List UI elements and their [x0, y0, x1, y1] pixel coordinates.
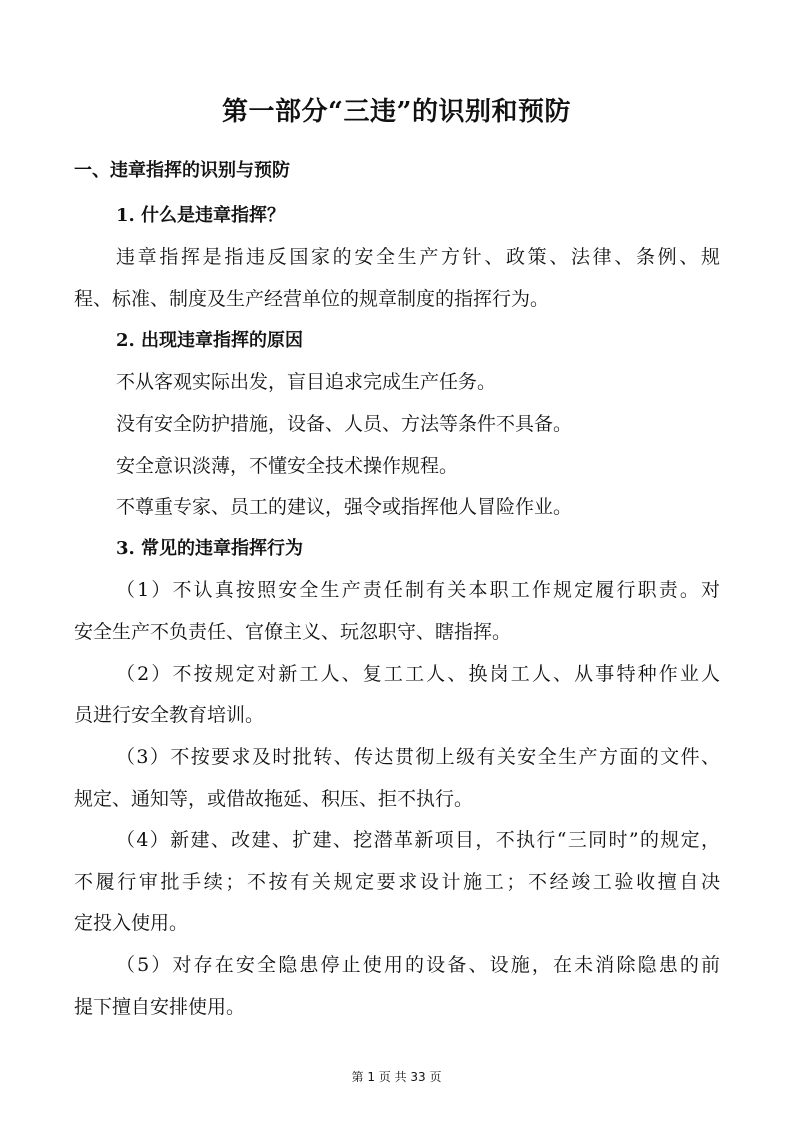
section-heading: 一、违章指挥的识别与预防 [74, 160, 290, 181]
behavior-item-4-line: 定投入使用。 [74, 912, 189, 934]
page-title: 第一部分“三违”的识别和预防 [222, 97, 571, 127]
behavior-item-3-line: （3）不按要求及时批转、传达贯彻上级有关安全生产方面的文件、 [116, 746, 720, 768]
behavior-item-1-line: 安全生产不负责任、官僚主义、玩忽职守、瞎指挥。 [74, 621, 512, 643]
page-footer: 第 1 页 共 33 页 [351, 1070, 442, 1084]
paragraph-line: 违章指挥是指违反国家的安全生产方针、政策、法律、条例、规 [116, 246, 720, 268]
reason-item: 没有安全防护措施，设备、人员、方法等条件不具备。 [116, 413, 573, 435]
behavior-item-2-line: （2）不按规定对新工人、复工工人、换岗工人、从事特种作业人 [116, 663, 720, 685]
behavior-item-1-line: （1）不认真按照安全生产责任制有关本职工作规定履行职责。对 [116, 579, 720, 601]
behavior-item-5-line: 提下擅自安排使用。 [74, 996, 246, 1018]
behavior-item-4-line: 不履行审批手续；不按有关规定要求设计施工；不经竣工验收擅自决 [74, 871, 720, 893]
subheading-what-is: 1. 什么是违章指挥？ [116, 205, 286, 226]
reason-item: 不尊重专家、员工的建议，强令或指挥他人冒险作业。 [116, 496, 573, 518]
subheading-common-behaviors: 3. 常见的违章指挥行为 [116, 538, 304, 559]
behavior-item-3-line: 规定、通知等，或借故拖延、积压、拒不执行。 [74, 788, 474, 810]
paragraph-line: 程、标准、制度及生产经营单位的规章制度的指挥行为。 [74, 288, 550, 310]
subheading-causes: 2. 出现违章指挥的原因 [116, 330, 304, 351]
reason-item: 安全意识淡薄，不懂安全技术操作规程。 [116, 455, 459, 477]
reason-item: 不从客观实际出发，盲目追求完成生产任务。 [116, 371, 497, 393]
behavior-item-2-line: 员进行安全教育培训。 [74, 704, 265, 726]
behavior-item-4-line: （4）新建、改建、扩建、挖潜革新项目，不执行“三同时”的规定， [116, 829, 720, 851]
behavior-item-5-line: （5）对存在安全隐患停止使用的设备、设施，在未消除隐患的前 [116, 954, 720, 976]
